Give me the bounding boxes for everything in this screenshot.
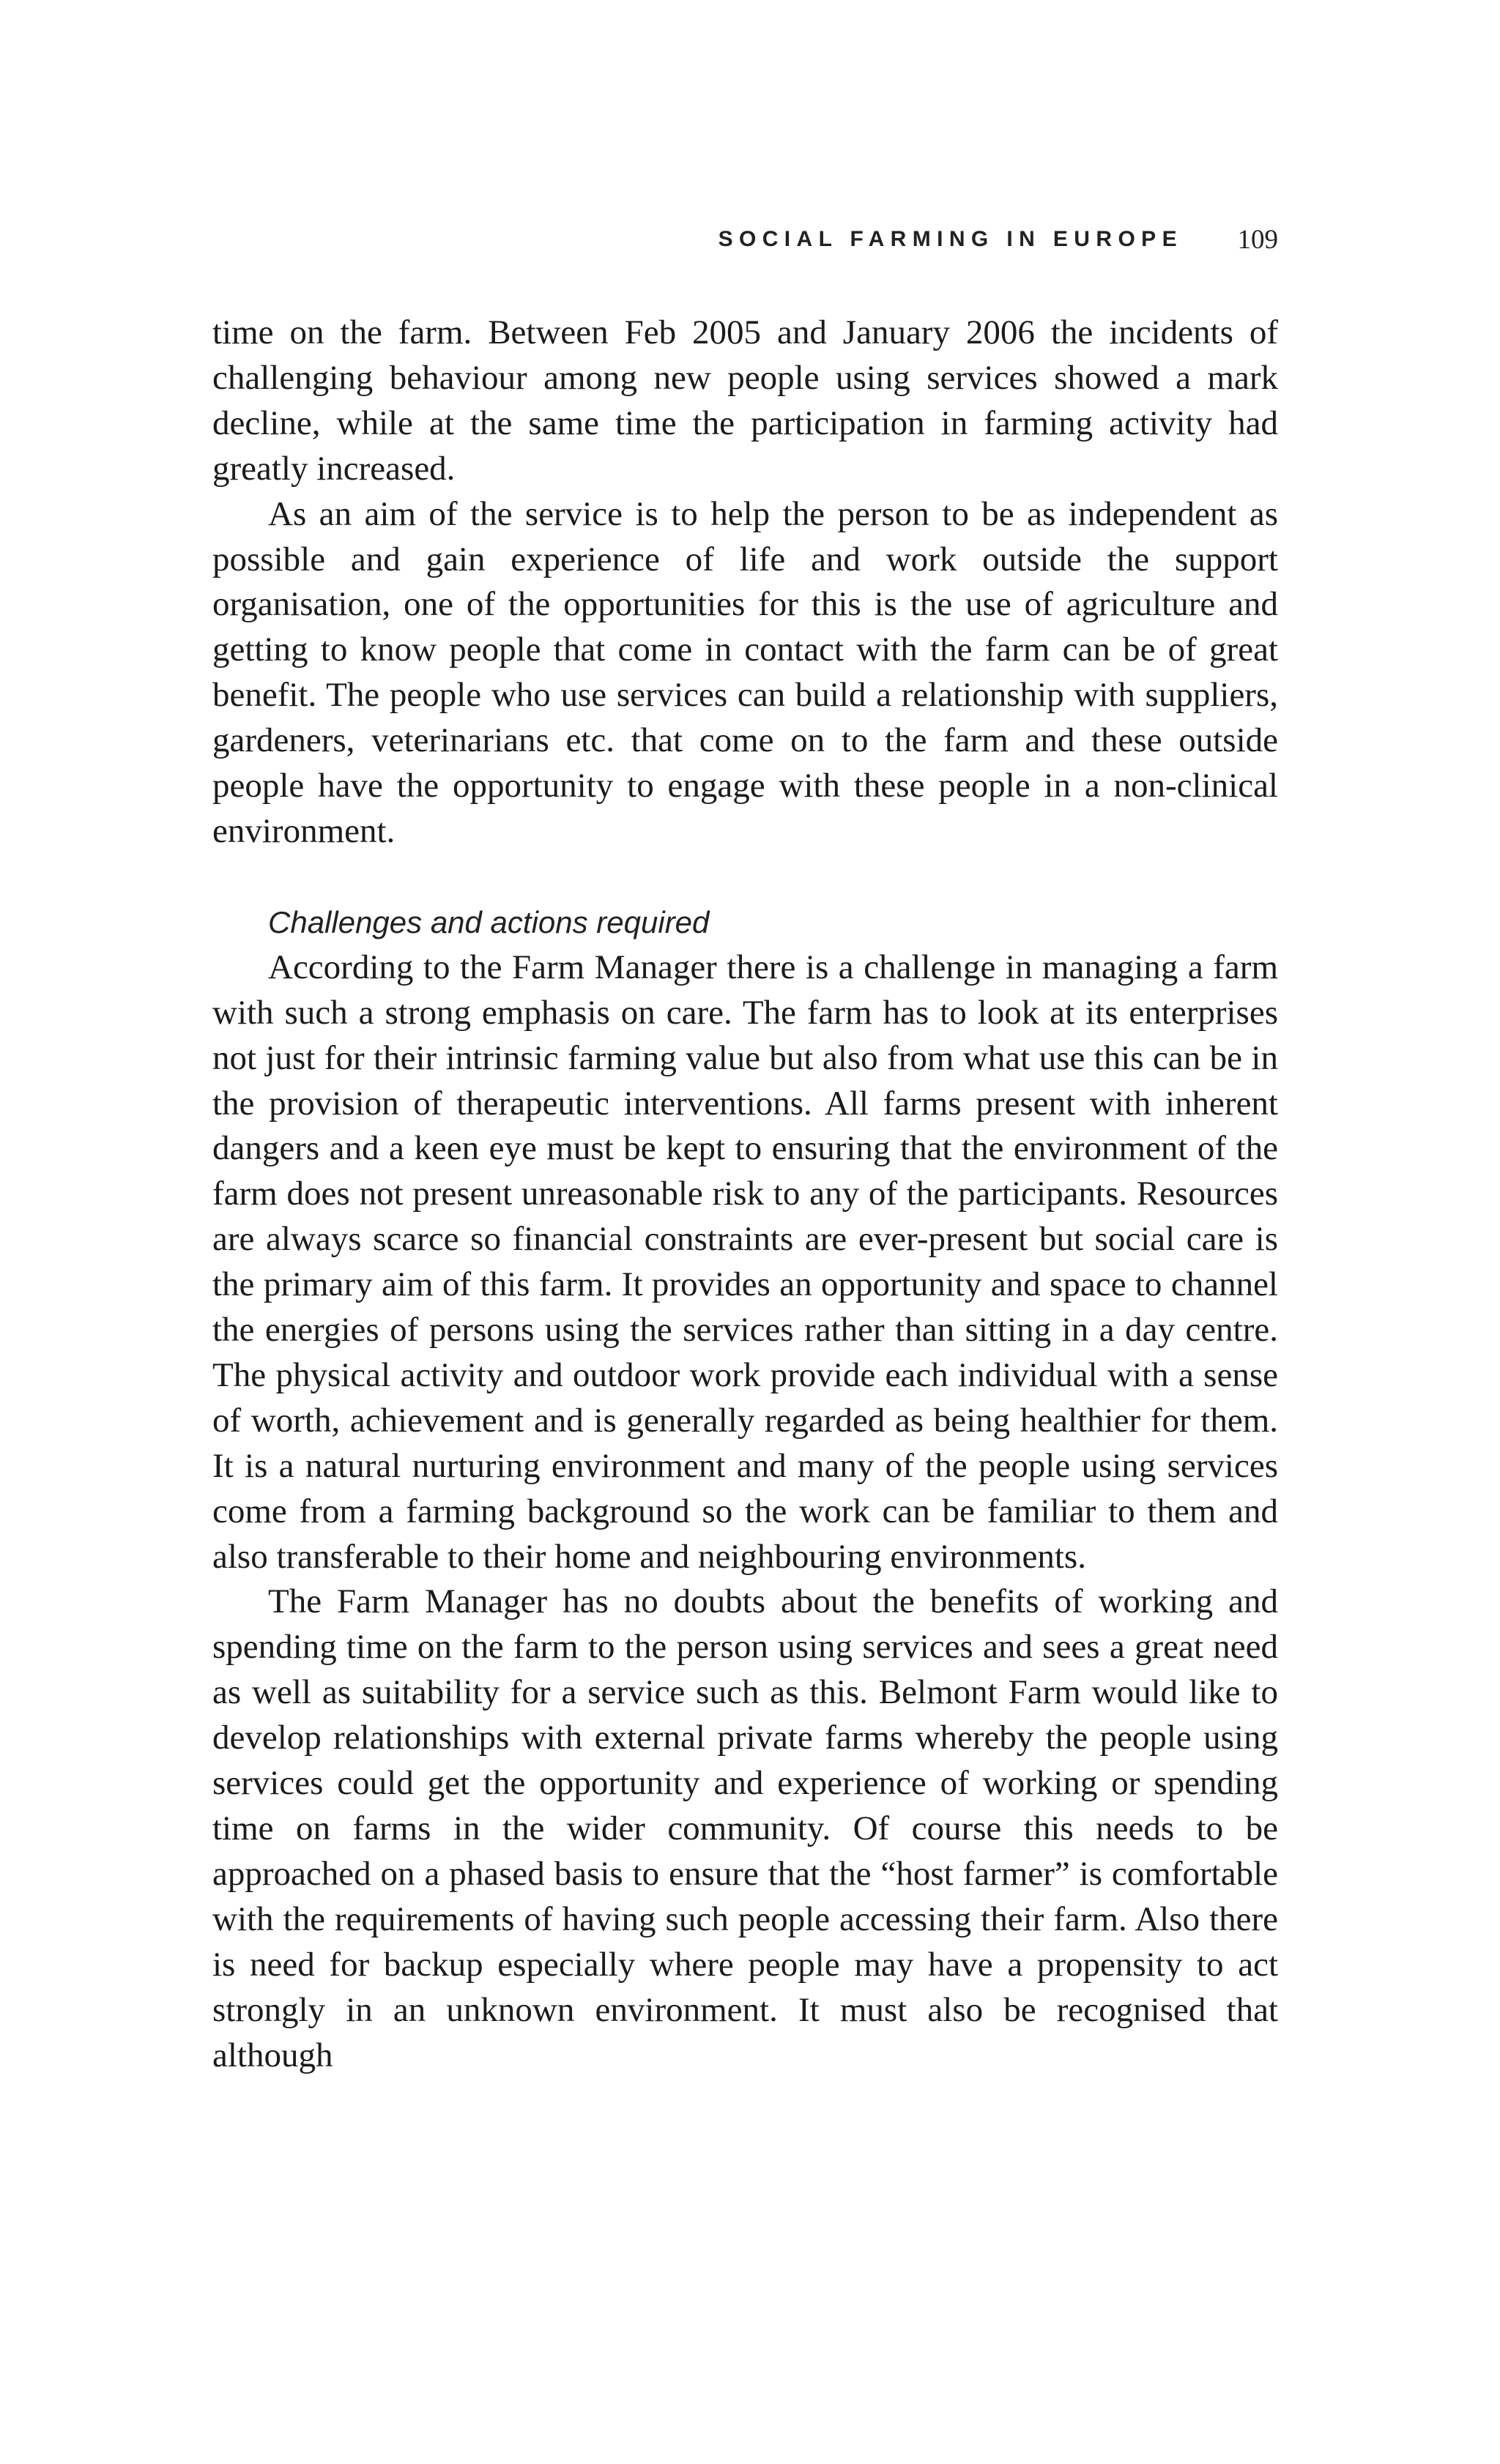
body-text — [212, 310, 1278, 2078]
running-title: SOCIAL FARMING IN EUROPE — [718, 227, 1183, 251]
paragraph-continued: time on the farm. Between Feb 2005 and January 2006 the incidents of challenging behaviour among new people using services showed a mark decline, while at the same time the participation in farming activity had greatly increased. — [212, 313, 1278, 488]
page-number: 109 — [1237, 225, 1278, 255]
paragraph-challenges: According to the Farm Manager there is a challenge in managing a farm with such a strong emphasis on care. The farm has to look at its enterprises not just for their intrinsic farming value but also from what use this can be in the provision of therapeutic interventions. All farms present with inherent dangers and a keen eye must be kept to ensuring that the environment of the farm does not present unreasonable risk to any of the participants. Resources are always scarce so financial constraints are ever-present but social care is the primary aim of this farm. It provides an opportunity and space to channel the energies of persons using the services rather than sitting in a day centre. The physical activity and outdoor work provide each individual with a sense of worth, achievement and is generally regarded as being healthier for them. It is a natural nurturing environment and many of the people using services come from a farming background so the work can be familiar to them and also transferable to their home and neighbouring environments. — [212, 948, 1278, 1576]
paragraph-farm-manager: The Farm Manager has no doubts about the benefits of working and spending time on the farm to the person using services and sees a great need as well as suitability for a service such as this. Belmont Farm would like to develop relationships with external private farms whereby the people using services could get the opportunity and experience of working or spending time on farms in the wider community. Of course this needs to be approached on a phased basis to ensure that the “host farmer” is comfortable with the requirements of having such people accessing their farm. Also there is need for backup especially where people may have a propensity to act strongly in an unknown environment. It must also be recognised that although — [212, 1582, 1278, 2074]
paragraph-independence: As an aim of the service is to help the person to be as independent as possible and gain experience of life and work outside the support organisation, one of the opportunities for this is the use of agriculture and getting to know people that come in contact with the farm can be of great benefit. The people who use services can build a relationship with suppliers, gardeners, veterinarians etc. that come on to the farm and these outside people have the opportunity to engage with these people in a non-clinical environment. — [212, 494, 1278, 850]
section-heading: Challenges and actions required — [268, 904, 710, 939]
running-header — [212, 224, 1278, 256]
